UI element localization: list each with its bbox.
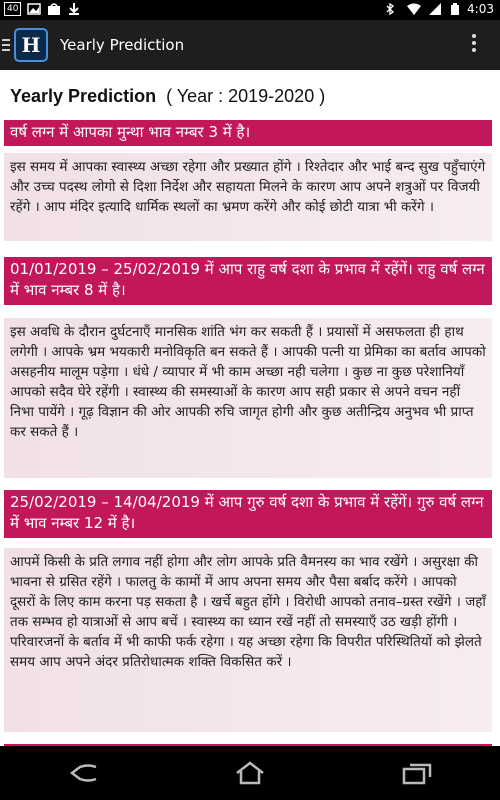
clock: 4:03 [467, 2, 494, 16]
network-badge: 40 [4, 2, 21, 16]
recents-icon [402, 761, 432, 785]
page-heading [10, 86, 325, 107]
wifi-icon [407, 3, 421, 15]
section-heading-guru: 25/02/2019 – 14/04/2019 में आप गुरु वर्ष दशा के प्रभाव में रहेंगें। गुरु वर्ष लग्न में भाव नम्बर 12 में है। [4, 490, 492, 538]
recents-button[interactable] [397, 758, 437, 788]
shop-bag-icon [47, 3, 61, 15]
section-body-guru: आपमें किसी के प्रति लगाव नहीं होगा और लोग आपके प्रति वैमनस्य का भाव रखेंगे । असुरक्षा की भावना से ग्रसित रहेंगे । फालतु के कामों में आप अपना समय और पैसा बर्बाद करेंगे । आपको दूसरों के लिए काम करना पड़ सकता है । खर्चे बहुत होंगे । विरोधी आपको तनाव–ग्रस्त रखेंगे । जहाँ तक सम्भव हो यात्राओं से आप बचें । स्वास्थ्य का ध्यान रखें नहीं तो समस्याएँ उठ खड़ी होंगी । परिवारजनों के बर्ताव में भी काफी फर्क रहेगा । यह अच्छा रहेगा कि विपरीत परिस्थितियों को झेलते समय आप अपने अंदर प्रतिरोधात्मक शक्ति विकसित करें । [4, 548, 492, 732]
image-notification-icon [27, 3, 41, 15]
section-heading-rahu: 01/01/2019 – 25/02/2019 में आप राहु वर्ष दशा के प्रभाव में रहेंगें। राहु वर्ष लग्न में भाव नम्बर 8 में है। [4, 257, 492, 305]
overflow-menu-icon[interactable] [472, 34, 476, 55]
status-bar [0, 0, 500, 20]
drawer-menu-icon[interactable] [2, 36, 10, 54]
section-body-muntha: इस समय में आपका स्वास्थ्य अच्छा रहेगा और प्रख्यात होंगे । रिश्तेदार और भाई बन्द सुख पहुँचाएंगे और उच्च पदस्थ लोगो से दिशा निर्देश और सहायता मिलने के कारण आप अपने शत्रुओं पर विजयी रहेंगे । आप मंदिर इत्यादि धार्मिक स्थलों का भ्रमण करेंगे और कोई छोटी यात्रा भी करेंगे । [4, 153, 492, 241]
bluetooth-icon [385, 3, 399, 15]
battery-icon [451, 3, 459, 15]
home-icon [235, 761, 265, 785]
app-title: Yearly Prediction [60, 36, 185, 54]
back-icon [68, 763, 98, 783]
page-title: Yearly Prediction [10, 86, 157, 106]
prediction-content[interactable] [0, 70, 500, 746]
navigation-bar [0, 746, 500, 800]
section-heading-muntha: वर्ष लग्न में आपका मुन्था भाव नम्बर 3 में है। [4, 120, 492, 146]
home-button[interactable] [230, 758, 270, 788]
app-bar [0, 20, 500, 70]
signal-icon [429, 3, 443, 15]
app-logo[interactable]: H [14, 28, 48, 62]
back-button[interactable] [63, 758, 103, 788]
year-range: ( Year : 2019-2020 ) [166, 86, 326, 106]
download-icon [67, 3, 81, 15]
section-body-rahu: इस अवधि के दौरान दुर्घटनाएँ मानसिक शांति भंग कर सकती हैं । प्रयासों में असफलता ही हाथ लगेगी । आपके भ्रम भयकारी मनोविकृति बन सकते हैं । आपकी पत्नी या प्रेमिका का बर्ताव आपको असहनीय मालूम पड़ेगा । धंधे / व्यापार में भी काम अच्छा नही चलेगा । कुछ ना कुछ परेशानियाँ आपको सदैव घेरे रहेंगी । स्वास्थ्य की समस्याओं के कारण आप सही प्रकार से अपने वचन नहीं निभा पायेंगे । गूढ़ विज्ञान की ओर आपकी रुचि जागृत होगी और कुछ अतीन्द्रिय अनुभव भी प्राप्त कर सकते हैं । [4, 318, 492, 478]
